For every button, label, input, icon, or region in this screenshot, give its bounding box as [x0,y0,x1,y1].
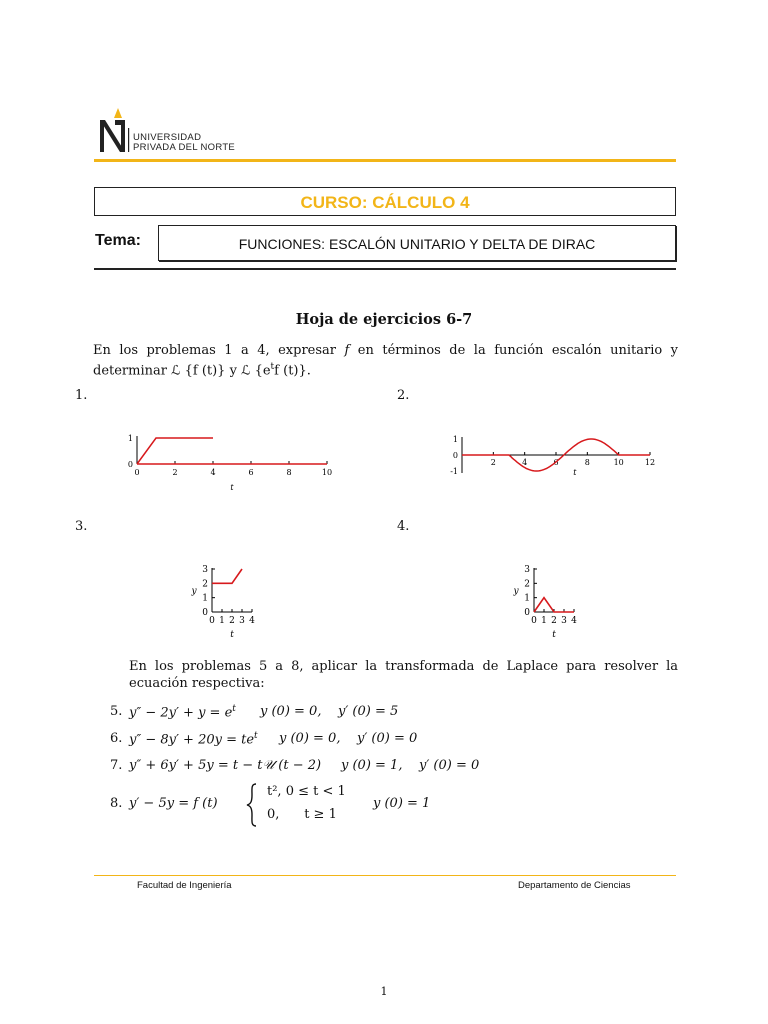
footer-rule [94,875,676,876]
footer-right: Departamento de Ciencias [518,880,631,891]
x-tick-label: 8 [286,468,292,477]
x-tick-label: 8 [584,458,590,467]
y-tick-label: -1 [450,467,458,476]
header-gold-rule [94,159,676,162]
y-axis-label: y [513,586,519,597]
y-tick-label: 3 [202,565,208,575]
graph-number-3: 3. [75,519,88,534]
y-tick-label: 0 [524,608,530,618]
tema-box [158,225,676,261]
x-tick-label: 4 [522,458,528,467]
graph-number-4: 4. [397,519,410,534]
graph-number-2: 2. [397,388,410,403]
y-tick-label: 1 [524,593,530,604]
x-tick-label: 4 [249,616,255,626]
x-tick-label: 12 [644,458,656,467]
chart-1 [120,425,340,495]
course-box [94,187,676,216]
x-tick-label: 4 [571,616,577,626]
y-tick-label: 1 [452,435,458,444]
problems-intro: En los problemas 5 a 8, aplicar la transformada de Laplace para resolver la ecuación respectiva: [129,659,678,691]
series-line [212,569,242,583]
series-line [137,438,213,464]
x-tick-label: 10 [321,468,333,477]
x-tick-label: 4 [210,468,216,477]
y-tick-label: 2 [524,579,530,590]
x-tick-label: 3 [239,616,245,626]
x-tick-label: 6 [553,458,559,467]
chart-3 [180,562,270,644]
university-name-line2: PRIVADA DEL NORTE [133,142,236,153]
x-tick-label: 0 [134,468,140,477]
x-tick-label: 2 [229,616,235,626]
x-axis-label: t [230,483,234,492]
page-number: 1 [380,985,388,998]
y-tick-label: 0 [127,460,133,469]
tema-rule [94,268,676,270]
piecewise-case-2: 0, t ≥ 1 [267,807,337,822]
problem-7: 7. y″ + 6y′ + 5y = t − t𝒰 (t − 2) y (0) = 1, y′ (0) = 0 [110,758,480,773]
x-axis-label: t [552,630,556,640]
chart-2 [445,425,665,485]
x-tick-label: 0 [209,616,215,626]
intro-paragraph: En los problemas 1 a 4, expresar f en términos de la función escalón unitario y determinar ℒ {f (t)} y ℒ {$e^tf$ (t)}. [93,343,679,379]
course-title: CURSO: CÁLCULO 4 [300,193,470,212]
y-tick-label: 1 [127,434,133,443]
x-axis-label: t [573,468,577,477]
chart-4 [502,562,592,644]
y-tick-label: 2 [202,579,208,590]
university-logo [93,100,253,160]
y-tick-label: 0 [202,608,208,618]
footer-left: Facultad de Ingeniería [137,880,232,891]
tema-value: FUNCIONES: ESCALÓN UNITARIO Y DELTA DE DIRAC [238,236,596,252]
x-tick-label: 3 [561,616,567,626]
university-name-line1: UNIVERSIDAD [133,132,202,143]
problem-8: 8. y′ − 5y = f (t) t², 0 ≤ t < 1 0, t ≥ 1 y (0) = 1 [110,783,670,828]
x-tick-label: 0 [531,616,537,626]
piecewise-case-1: t², 0 ≤ t < 1 [267,784,346,799]
problem-5: 5. $y'' - 2y' + y = e^t$ y (0) = 0, y′ (0) = 5 [110,704,399,721]
x-tick-label: 10 [613,458,624,467]
left-brace-icon [245,783,259,827]
problem-6: 6. $y'' - 8y' + 20y = te^t$ y (0) = 0, y′ (0) = 0 [110,731,418,748]
x-tick-label: 2 [551,616,557,626]
sheet-title: Hoja de ejercicios 6-7 [295,311,473,328]
x-tick-label: 6 [248,468,254,477]
y-tick-label: 0 [452,451,458,460]
y-tick-label: 1 [202,593,208,604]
x-tick-label: 1 [219,616,225,626]
graph-number-1: 1. [75,388,88,403]
x-axis-label: t [230,630,234,640]
y-axis-label: y [191,586,197,597]
tema-label: Tema: [95,232,141,249]
x-tick-label: 2 [490,458,496,467]
x-tick-label: 1 [541,616,547,626]
x-tick-label: 2 [172,468,178,477]
y-tick-label: 3 [524,565,530,575]
